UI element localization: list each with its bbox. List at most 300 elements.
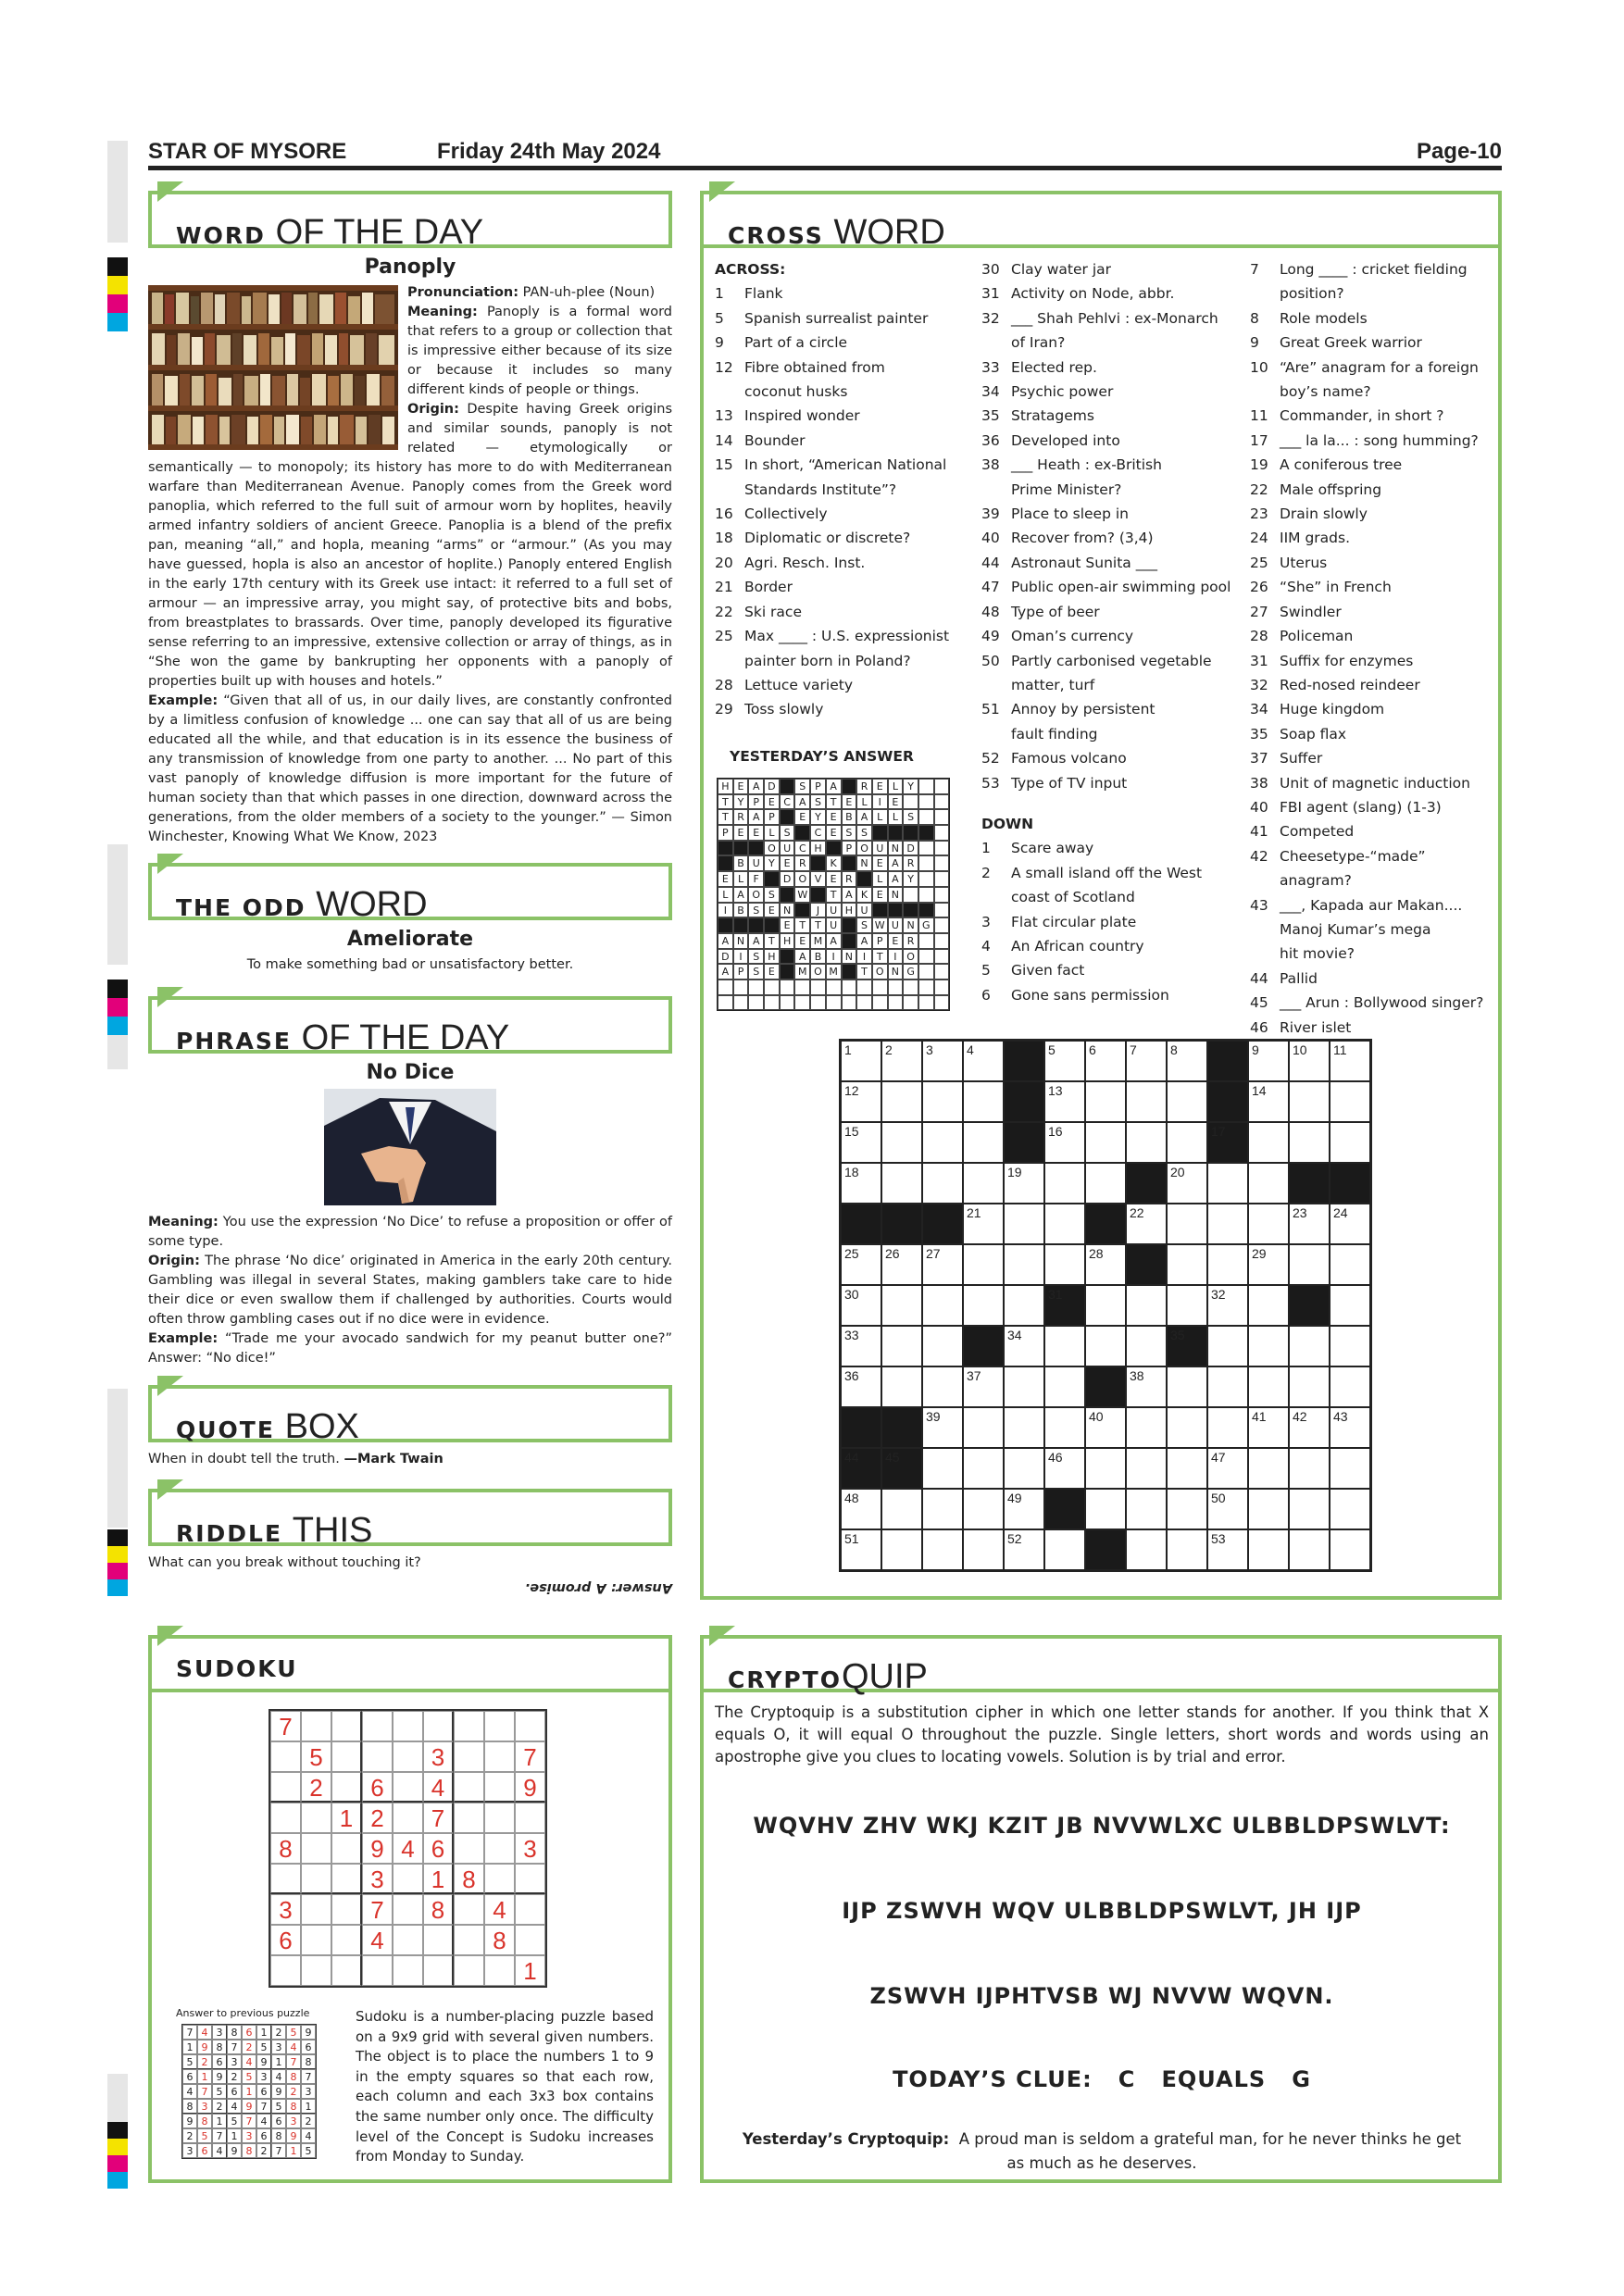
answer-cell: [872, 980, 888, 995]
crossword-cell[interactable]: [1330, 1285, 1370, 1326]
black-square: [841, 1204, 881, 1244]
crossword-cell[interactable]: [1044, 1204, 1085, 1244]
previous-answer-cell: 7: [197, 2084, 212, 2099]
previous-answer-cell: 7: [301, 2069, 316, 2084]
crossword-cell[interactable]: [1004, 1448, 1044, 1489]
sudoku-cell[interactable]: 7: [515, 1741, 545, 1772]
black-square: [1207, 1081, 1248, 1122]
crossword-grid[interactable]: [839, 1039, 1372, 1572]
crossword-cell[interactable]: [1330, 1489, 1370, 1529]
previous-answer-cell: 7: [242, 2114, 256, 2128]
black-square: 35: [1167, 1326, 1207, 1366]
sudoku-cell[interactable]: [331, 1711, 362, 1741]
crossword-cell[interactable]: [963, 1122, 1004, 1163]
sudoku-cell[interactable]: [423, 1711, 454, 1741]
sudoku-cell[interactable]: [393, 1925, 423, 1955]
crossword-cell[interactable]: [1207, 1244, 1248, 1285]
black-square: [1044, 1489, 1085, 1529]
down-clue: 42 Cheesetype-“made” anagram?: [1250, 847, 1426, 890]
sudoku-cell[interactable]: [362, 1741, 393, 1772]
crossword-cell[interactable]: [1330, 1244, 1370, 1285]
crossword-cell[interactable]: 41: [1248, 1407, 1289, 1448]
previous-answer-cell: 1: [301, 2099, 316, 2114]
crossword-cell[interactable]: [1004, 1204, 1044, 1244]
crossword-cell[interactable]: [1289, 1448, 1330, 1489]
crossword-cell[interactable]: [881, 1285, 922, 1326]
sudoku-cell[interactable]: 7: [423, 1803, 454, 1833]
crossword-cell[interactable]: 15: [841, 1122, 881, 1163]
crossword-cell[interactable]: [963, 1081, 1004, 1122]
crossword-cell[interactable]: [1289, 1081, 1330, 1122]
crossword-cell[interactable]: [1330, 1326, 1370, 1366]
sudoku-cell[interactable]: 3: [515, 1833, 545, 1864]
crossword-cell[interactable]: [1085, 1489, 1126, 1529]
answer-cell: F: [748, 871, 764, 887]
down-clue: 25 Uterus: [1250, 554, 1328, 571]
crossword-cell[interactable]: [1085, 1448, 1126, 1489]
crossword-cell[interactable]: [922, 1081, 963, 1122]
answer-cell: Y: [810, 809, 826, 825]
answer-cell: W: [794, 887, 810, 903]
crossword-cell[interactable]: 51: [841, 1529, 881, 1570]
sudoku-cell[interactable]: [301, 1711, 331, 1741]
crossword-cell[interactable]: [1085, 1163, 1126, 1204]
answer-cell: P: [872, 933, 888, 949]
sudoku-cell[interactable]: 1: [423, 1864, 454, 1894]
crossword-cell[interactable]: 39: [922, 1407, 963, 1448]
crossword-cell[interactable]: 49: [1004, 1489, 1044, 1529]
crossword-cell[interactable]: [1167, 1448, 1207, 1489]
crossword-cell[interactable]: 32: [1207, 1285, 1248, 1326]
crossword-cell[interactable]: 53: [1207, 1529, 1248, 1570]
sudoku-cell[interactable]: 6: [270, 1925, 301, 1955]
sudoku-cell[interactable]: [454, 1925, 484, 1955]
answer-cell: [826, 980, 842, 995]
sudoku-cell[interactable]: 6: [423, 1833, 454, 1864]
across-clue: 34 Psychic power: [981, 383, 1114, 401]
crossword-cell[interactable]: 10: [1289, 1041, 1330, 1081]
sudoku-cell[interactable]: 7: [362, 1894, 393, 1925]
down-clue: 10 “Are” anagram for a foreign: [1250, 358, 1479, 376]
answer-cell: [934, 933, 950, 949]
crossword-cell[interactable]: 20: [1167, 1163, 1207, 1204]
sudoku-cell[interactable]: 4: [484, 1894, 515, 1925]
black-square: 31: [1044, 1285, 1085, 1326]
crossword-cell[interactable]: [1289, 1326, 1330, 1366]
crossword-cell[interactable]: [1248, 1489, 1289, 1529]
crossword-cell[interactable]: 50: [1207, 1489, 1248, 1529]
crossword-cell[interactable]: [1207, 1366, 1248, 1407]
crossword-cell[interactable]: [1330, 1081, 1370, 1122]
crossword-cell[interactable]: [1207, 1326, 1248, 1366]
answer-cell: [918, 949, 934, 965]
crossword-cell[interactable]: [1330, 1529, 1370, 1570]
across-clue: 22 Ski race: [715, 603, 802, 620]
previous-answer-cell: 6: [256, 2084, 271, 2099]
sudoku-cell[interactable]: [270, 1955, 301, 1986]
answer-cell: [934, 949, 950, 965]
previous-answer-cell: 2: [212, 2099, 227, 2114]
answer-cell: [780, 779, 795, 794]
crossword-cell[interactable]: [1004, 1285, 1044, 1326]
crossword-cell[interactable]: [1289, 1244, 1330, 1285]
crossword-cell[interactable]: 48: [841, 1489, 881, 1529]
crossword-cell[interactable]: [1044, 1244, 1085, 1285]
answer-cell: [934, 917, 950, 933]
crossword-cell[interactable]: [963, 1407, 1004, 1448]
crossword-cell[interactable]: [1126, 1326, 1167, 1366]
crossword-cell[interactable]: 9: [1248, 1041, 1289, 1081]
sudoku-cell[interactable]: 9: [515, 1772, 545, 1803]
crossword-cell[interactable]: 12: [841, 1081, 881, 1122]
crossword-cell[interactable]: [1085, 1285, 1126, 1326]
answer-cell: S: [810, 794, 826, 810]
down-clues-col3: [1250, 257, 1502, 1040]
crossword-cell[interactable]: [922, 1326, 963, 1366]
sudoku-grid[interactable]: [269, 1709, 547, 1988]
answer-cell: [872, 903, 888, 918]
sudoku-cell[interactable]: [331, 1955, 362, 1986]
crossword-cell[interactable]: 42: [1289, 1407, 1330, 1448]
crossword-cell[interactable]: [1167, 1122, 1207, 1163]
crossword-cell[interactable]: 27: [922, 1244, 963, 1285]
crossword-cell[interactable]: [922, 1122, 963, 1163]
crossword-cell[interactable]: 40: [1085, 1407, 1126, 1448]
answer-cell: [934, 964, 950, 980]
crossword-cell[interactable]: [1044, 1326, 1085, 1366]
sudoku-cell[interactable]: 3: [270, 1894, 301, 1925]
crossword-cell[interactable]: [1004, 1244, 1044, 1285]
crossword-cell[interactable]: [1167, 1081, 1207, 1122]
sudoku-cell[interactable]: [362, 1711, 393, 1741]
answer-cell: T: [826, 794, 842, 810]
answer-cell: A: [842, 887, 857, 903]
crossword-cell[interactable]: 13: [1044, 1081, 1085, 1122]
crossword-cell[interactable]: 38: [1126, 1366, 1167, 1407]
crossword-cell[interactable]: [881, 1366, 922, 1407]
sudoku-cell[interactable]: [301, 1803, 331, 1833]
page-number: Page-10: [1416, 139, 1502, 164]
sudoku-cell[interactable]: [484, 1864, 515, 1894]
sudoku-cell[interactable]: 4: [423, 1772, 454, 1803]
sudoku-cell[interactable]: [484, 1711, 515, 1741]
sudoku-cell[interactable]: [484, 1741, 515, 1772]
crossword-cell[interactable]: [1004, 1366, 1044, 1407]
sudoku-cell[interactable]: [393, 1803, 423, 1833]
answer-cell: H: [810, 841, 826, 856]
answer-cell: S: [794, 779, 810, 794]
cryptoquip-header: CRYPTOQUIP: [700, 1635, 1502, 1692]
crossword-cell[interactable]: 28: [1085, 1244, 1126, 1285]
sudoku-cell[interactable]: [484, 1833, 515, 1864]
crossword-cell[interactable]: 43: [1330, 1407, 1370, 1448]
crossword-cell[interactable]: [1289, 1366, 1330, 1407]
sudoku-cell[interactable]: [331, 1833, 362, 1864]
previous-answer-label: Answer to previous puzzle: [176, 2007, 310, 2019]
sudoku-cell[interactable]: [301, 1894, 331, 1925]
crossword-cell[interactable]: [1289, 1529, 1330, 1570]
sudoku-cell[interactable]: [301, 1955, 331, 1986]
sudoku-cell[interactable]: 4: [362, 1925, 393, 1955]
crossword-cell[interactable]: [1044, 1366, 1085, 1407]
crossword-cell[interactable]: [922, 1285, 963, 1326]
sudoku-cell[interactable]: 2: [362, 1803, 393, 1833]
crossword-cell[interactable]: [1330, 1122, 1370, 1163]
crossword-cell[interactable]: [1167, 1244, 1207, 1285]
answer-cell: O: [794, 871, 810, 887]
crossword-cell[interactable]: 6: [1085, 1041, 1126, 1081]
sudoku-cell[interactable]: [270, 1741, 301, 1772]
sudoku-cell[interactable]: [454, 1833, 484, 1864]
crossword-cell[interactable]: [1248, 1326, 1289, 1366]
crossword-cell[interactable]: [1126, 1489, 1167, 1529]
sudoku-cell[interactable]: [423, 1925, 454, 1955]
sudoku-cell[interactable]: [515, 1864, 545, 1894]
crossword-cell[interactable]: [963, 1285, 1004, 1326]
sudoku-cell[interactable]: [331, 1925, 362, 1955]
crossword-cell[interactable]: [922, 1366, 963, 1407]
crossword-cell[interactable]: 30: [841, 1285, 881, 1326]
crossword-cell[interactable]: [1126, 1081, 1167, 1122]
crossword-cell[interactable]: [922, 1448, 963, 1489]
black-square: [1207, 1041, 1248, 1081]
crossword-cell[interactable]: [1004, 1407, 1044, 1448]
crossword-cell[interactable]: [1167, 1407, 1207, 1448]
crossword-cell[interactable]: [1126, 1122, 1167, 1163]
sudoku-cell[interactable]: [515, 1803, 545, 1833]
down-clue: 1 Scare away: [981, 840, 1094, 857]
sudoku-cell[interactable]: [454, 1772, 484, 1803]
previous-answer-cell: 5: [286, 2025, 301, 2040]
crossword-cell[interactable]: [922, 1163, 963, 1204]
sudoku-cell[interactable]: [362, 1955, 393, 1986]
answer-cell: [718, 841, 733, 856]
crossword-cell[interactable]: 23: [1289, 1204, 1330, 1244]
crossword-cell[interactable]: [1167, 1285, 1207, 1326]
crossword-cell[interactable]: [881, 1529, 922, 1570]
sudoku-cell[interactable]: [454, 1803, 484, 1833]
sudoku-cell[interactable]: 5: [301, 1741, 331, 1772]
crossword-cell[interactable]: [963, 1244, 1004, 1285]
sudoku-cell[interactable]: 1: [331, 1803, 362, 1833]
answer-cell: B: [733, 903, 749, 918]
sudoku-cell[interactable]: [393, 1772, 423, 1803]
crossword-cell[interactable]: 7: [1126, 1041, 1167, 1081]
crossword-cell[interactable]: [1044, 1163, 1085, 1204]
sudoku-cell[interactable]: [454, 1894, 484, 1925]
sudoku-cell[interactable]: 2: [301, 1772, 331, 1803]
answer-cell: A: [888, 871, 904, 887]
across-clue: 48 Type of beer: [981, 603, 1100, 620]
crossword-cell[interactable]: [1085, 1122, 1126, 1163]
answer-cell: [934, 825, 950, 841]
crossword-cell[interactable]: 29: [1248, 1244, 1289, 1285]
previous-answer-cell: 4: [301, 2128, 316, 2143]
sudoku-cell[interactable]: 4: [393, 1833, 423, 1864]
crossword-cell[interactable]: 16: [1044, 1122, 1085, 1163]
sudoku-cell[interactable]: 6: [362, 1772, 393, 1803]
sudoku-cell[interactable]: [270, 1803, 301, 1833]
answer-cell: [918, 964, 934, 980]
crossword-cell[interactable]: [1044, 1529, 1085, 1570]
crossword-cell[interactable]: [1085, 1081, 1126, 1122]
sudoku-cell[interactable]: 9: [362, 1833, 393, 1864]
sudoku-cell[interactable]: [454, 1711, 484, 1741]
crossword-cell[interactable]: [1207, 1407, 1248, 1448]
crossword-cell[interactable]: [1248, 1285, 1289, 1326]
crossword-cell[interactable]: [881, 1081, 922, 1122]
sudoku-cell[interactable]: 8: [270, 1833, 301, 1864]
sudoku-cell[interactable]: [484, 1772, 515, 1803]
sudoku-cell[interactable]: [331, 1772, 362, 1803]
crossword-cell[interactable]: 37: [963, 1366, 1004, 1407]
crossword-cell[interactable]: [1126, 1407, 1167, 1448]
crossword-cell[interactable]: 19: [1004, 1163, 1044, 1204]
crossword-cell[interactable]: [1085, 1326, 1126, 1366]
answer-cell: P: [733, 964, 749, 980]
crossword-cell[interactable]: 4: [963, 1041, 1004, 1081]
crossword-cell[interactable]: 22: [1126, 1204, 1167, 1244]
crossword-cell[interactable]: 2: [881, 1041, 922, 1081]
answer-cell: T: [810, 917, 826, 933]
sudoku-cell[interactable]: 3: [362, 1864, 393, 1894]
crossword-cell[interactable]: [1248, 1366, 1289, 1407]
across-clue: coconut husks: [744, 383, 848, 401]
sudoku-cell[interactable]: [331, 1894, 362, 1925]
crossword-cell[interactable]: [1248, 1163, 1289, 1204]
crossword-cell[interactable]: [963, 1163, 1004, 1204]
down-clue: 44 Pallid: [1250, 969, 1318, 987]
down-clue: 32 Red-nosed reindeer: [1250, 676, 1420, 693]
crossword-cell[interactable]: 3: [922, 1041, 963, 1081]
sudoku-cell[interactable]: [270, 1772, 301, 1803]
sudoku-cell[interactable]: [393, 1955, 423, 1986]
sudoku-cell[interactable]: 8: [484, 1925, 515, 1955]
answer-cell: I: [826, 949, 842, 965]
crossword-cell[interactable]: [881, 1163, 922, 1204]
sudoku-cell[interactable]: [515, 1894, 545, 1925]
crossword-cell[interactable]: [1126, 1529, 1167, 1570]
crossword-cell[interactable]: 36: [841, 1366, 881, 1407]
answer-cell: O: [764, 841, 780, 856]
crossword-cell[interactable]: 24: [1330, 1204, 1370, 1244]
down-clue: 22 Male offspring: [1250, 480, 1382, 498]
sudoku-cell[interactable]: [301, 1864, 331, 1894]
previous-answer-cell: 5: [271, 2099, 286, 2114]
crossword-cell[interactable]: [1330, 1366, 1370, 1407]
crossword-cell[interactable]: [1167, 1204, 1207, 1244]
down-clue: 35 Soap flax: [1250, 725, 1347, 742]
sudoku-cell[interactable]: [301, 1833, 331, 1864]
sudoku-cell[interactable]: 1: [515, 1955, 545, 1986]
sudoku-cell[interactable]: [331, 1864, 362, 1894]
crossword-cell[interactable]: 25: [841, 1244, 881, 1285]
crossword-cell[interactable]: 46: [1044, 1448, 1085, 1489]
crossword-cell[interactable]: [881, 1122, 922, 1163]
crossword-cell[interactable]: [1167, 1366, 1207, 1407]
crossword-cell[interactable]: [1167, 1529, 1207, 1570]
sudoku-cell[interactable]: 8: [454, 1864, 484, 1894]
crossword-cell[interactable]: 18: [841, 1163, 881, 1204]
sudoku-cell[interactable]: [515, 1925, 545, 1955]
sudoku-cell[interactable]: [393, 1741, 423, 1772]
crossword-cell[interactable]: [1126, 1285, 1167, 1326]
crossword-cell[interactable]: [1248, 1529, 1289, 1570]
sudoku-cell[interactable]: [454, 1741, 484, 1772]
sudoku-cell[interactable]: [393, 1894, 423, 1925]
crossword-cell[interactable]: [1044, 1407, 1085, 1448]
crossword-cell[interactable]: [1248, 1204, 1289, 1244]
crossword-cell[interactable]: [1289, 1122, 1330, 1163]
crossword-cell[interactable]: [1167, 1489, 1207, 1529]
crossword-cell[interactable]: 11: [1330, 1041, 1370, 1081]
sudoku-cell[interactable]: [393, 1864, 423, 1894]
crossword-cell[interactable]: [1289, 1489, 1330, 1529]
crossword-cell[interactable]: 52: [1004, 1529, 1044, 1570]
across-clue: 36 Developed into: [981, 431, 1120, 449]
black-square: [1004, 1041, 1044, 1081]
crossword-cell[interactable]: 5: [1044, 1041, 1085, 1081]
crossword-cell[interactable]: 34: [1004, 1326, 1044, 1366]
crossword-cell[interactable]: [881, 1326, 922, 1366]
answer-cell: R: [856, 779, 872, 794]
previous-answer-cell: 1: [256, 2025, 271, 2040]
crossword-cell[interactable]: 21: [963, 1204, 1004, 1244]
crossword-cell[interactable]: 33: [841, 1326, 881, 1366]
crossword-cell[interactable]: 1: [841, 1041, 881, 1081]
answer-cell: A: [794, 794, 810, 810]
answer-cell: [780, 949, 795, 965]
sudoku-cell[interactable]: [423, 1955, 454, 1986]
sudoku-cell[interactable]: [270, 1864, 301, 1894]
sudoku-cell[interactable]: [331, 1741, 362, 1772]
black-square: [1126, 1244, 1167, 1285]
crossword-cell[interactable]: [881, 1489, 922, 1529]
crossword-cell[interactable]: 14: [1248, 1081, 1289, 1122]
sudoku-cell[interactable]: [484, 1955, 515, 1986]
crossword-cell[interactable]: [1248, 1448, 1289, 1489]
answer-cell: Y: [903, 871, 918, 887]
crossword-cell[interactable]: [1207, 1163, 1248, 1204]
crossword-cell[interactable]: [922, 1489, 963, 1529]
answer-cell: [918, 809, 934, 825]
crossword-cell[interactable]: [1207, 1204, 1248, 1244]
crossword-cell[interactable]: [963, 1529, 1004, 1570]
crossword-cell[interactable]: 47: [1207, 1448, 1248, 1489]
sudoku-cell[interactable]: 8: [423, 1894, 454, 1925]
sudoku-cell[interactable]: [515, 1711, 545, 1741]
crossword-cell[interactable]: 8: [1167, 1041, 1207, 1081]
sudoku-cell[interactable]: 7: [270, 1711, 301, 1741]
answer-cell: T: [856, 964, 872, 980]
sudoku-cell[interactable]: [301, 1925, 331, 1955]
sudoku-cell[interactable]: [484, 1803, 515, 1833]
crossword-cell[interactable]: [922, 1529, 963, 1570]
crossword-cell[interactable]: 26: [881, 1244, 922, 1285]
answer-cell: [918, 825, 934, 841]
sudoku-cell[interactable]: [454, 1955, 484, 1986]
answer-cell: A: [748, 933, 764, 949]
across-clue: 12 Fibre obtained from: [715, 358, 885, 376]
crossword-cell[interactable]: [963, 1489, 1004, 1529]
sudoku-cell[interactable]: 3: [423, 1741, 454, 1772]
crossword-cell[interactable]: [1126, 1448, 1167, 1489]
sudoku-cell[interactable]: [393, 1711, 423, 1741]
gutter-strip: [107, 844, 128, 965]
crossword-cell[interactable]: [1330, 1448, 1370, 1489]
crossword-cell[interactable]: [1248, 1122, 1289, 1163]
crossword-cell[interactable]: [963, 1448, 1004, 1489]
